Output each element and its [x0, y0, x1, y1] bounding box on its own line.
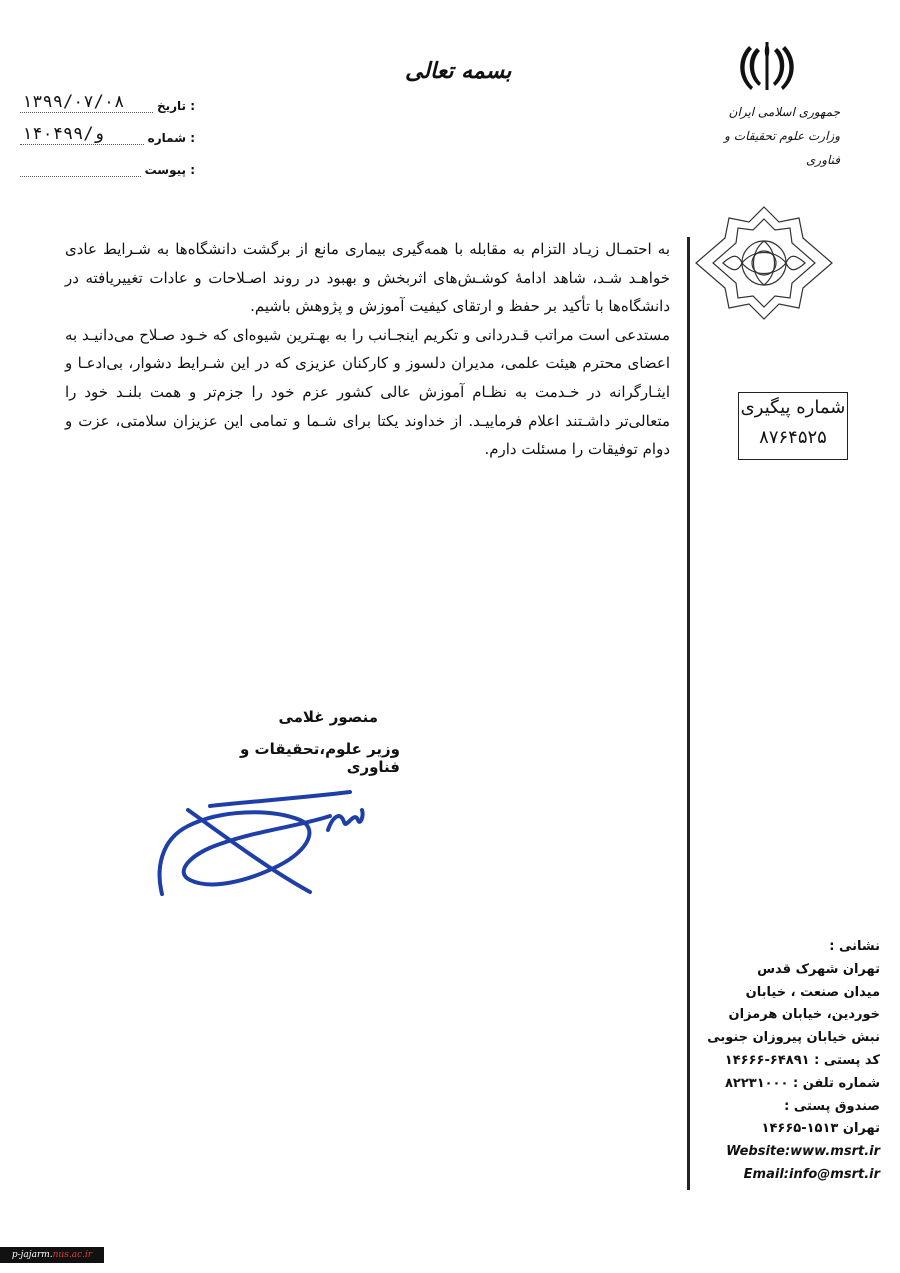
body-paragraph-1: به احتمـال زیـاد التزام به مقابله با همه‌گیری بیماری مانع از برگشت دانشگاه‌ها به شـرایط عادی خواهـد شـد، شاهد ادامهٔ کوشـش‌های اثربخش و بهبود در روند اصـلاحات و عادات تغییریافته در دانشگاه‌ها با تأکید بر حفظ و ارتقای کیفیت آموزش و پژوهش باشیم.: [65, 240, 670, 316]
number-field: [20, 124, 195, 145]
postal-code: کد پستی : ۶۴۸۹۱-۱۴۶۶۶: [724, 1052, 880, 1068]
tracking-label: شماره پیگیری: [740, 397, 846, 418]
date-label: تاریخ :: [156, 99, 195, 113]
address-line-3: خوردین، خیابان هرمزان: [728, 1007, 880, 1023]
po-box: تهران ۱۵۱۳-۱۴۶۶۵: [761, 1121, 880, 1137]
date-value: ۱۳۹۹/۰۷/۰۸: [20, 92, 153, 113]
signer-title: وزیر علوم،تحقیقات و فناوری: [239, 740, 400, 776]
phone-number: شماره تلفن : ۸۲۲۳۱۰۰۰: [724, 1075, 880, 1091]
address-line-2: میدان صنعت ، خیابان: [745, 984, 880, 1000]
letter-body: [65, 235, 670, 464]
source-tag-highlight: nus.ac.ir: [52, 1250, 93, 1260]
handwritten-signature-icon: [150, 780, 380, 900]
number-label: شماره :: [147, 131, 195, 145]
iran-emblem-icon: [737, 38, 797, 96]
letterhead-line1: جمهوری اسلامی ایران: [728, 105, 840, 119]
address-label: نشانی :: [829, 939, 880, 954]
address-line-1: تهران شهرک قدس: [757, 961, 880, 977]
address-line-4: نبش خیابان پیروزان جنوبی: [707, 1030, 880, 1046]
page-title: بسمه تعالی: [405, 58, 512, 84]
signer-name: منصور غلامی: [278, 708, 378, 726]
website-link[interactable]: Website:www.msrt.ir: [726, 1144, 880, 1160]
tracking-number: ۸۷۶۴۵۲۵: [759, 427, 827, 448]
date-field: [20, 92, 195, 113]
contact-info: [700, 936, 880, 1187]
letterhead-line2: وزارت علوم تحقیقات و فناوری: [724, 129, 840, 167]
attachment-field: [20, 156, 195, 177]
vertical-divider: [687, 237, 690, 1190]
po-box-label: صندوق پستی :: [784, 1098, 880, 1114]
body-paragraph-2: مستدعی است مراتب قـدردانی و تکریم اینجـانب را به بهـترین شیوه‌ای که خـود صـلاح می‌دانیـد به اعضای محترم هیئت علمی، مدیران دلسوز و کارکنان عزیزی که در این شـرایط دشوار، بی‌ادعـا و ایثـارگرانه در خـدمت به نظـام آموزش عالی کشور عزم خود را جزم‌تر و همت بلنـد خود را متعالی‌تر داشـتند اعلام فرماییـد. از خداوند یکتا برای شـما و تمامی این عزیزان سلامتی، عزت و دوام توفیقات را مسئلت دارم.: [65, 325, 670, 459]
attachment-value: [20, 156, 141, 177]
number-value: ۱۴۰۴۹۹/و: [20, 124, 144, 145]
attachment-label: پیوست :: [144, 163, 195, 177]
letterhead: [700, 100, 840, 172]
tracking-number-box: [738, 392, 848, 460]
source-tag-prefix: p-jajarm.: [11, 1250, 53, 1260]
source-tag: [0, 1247, 104, 1263]
email-link[interactable]: Email:info@msrt.ir: [743, 1166, 880, 1182]
ornament-icon: [693, 204, 835, 322]
